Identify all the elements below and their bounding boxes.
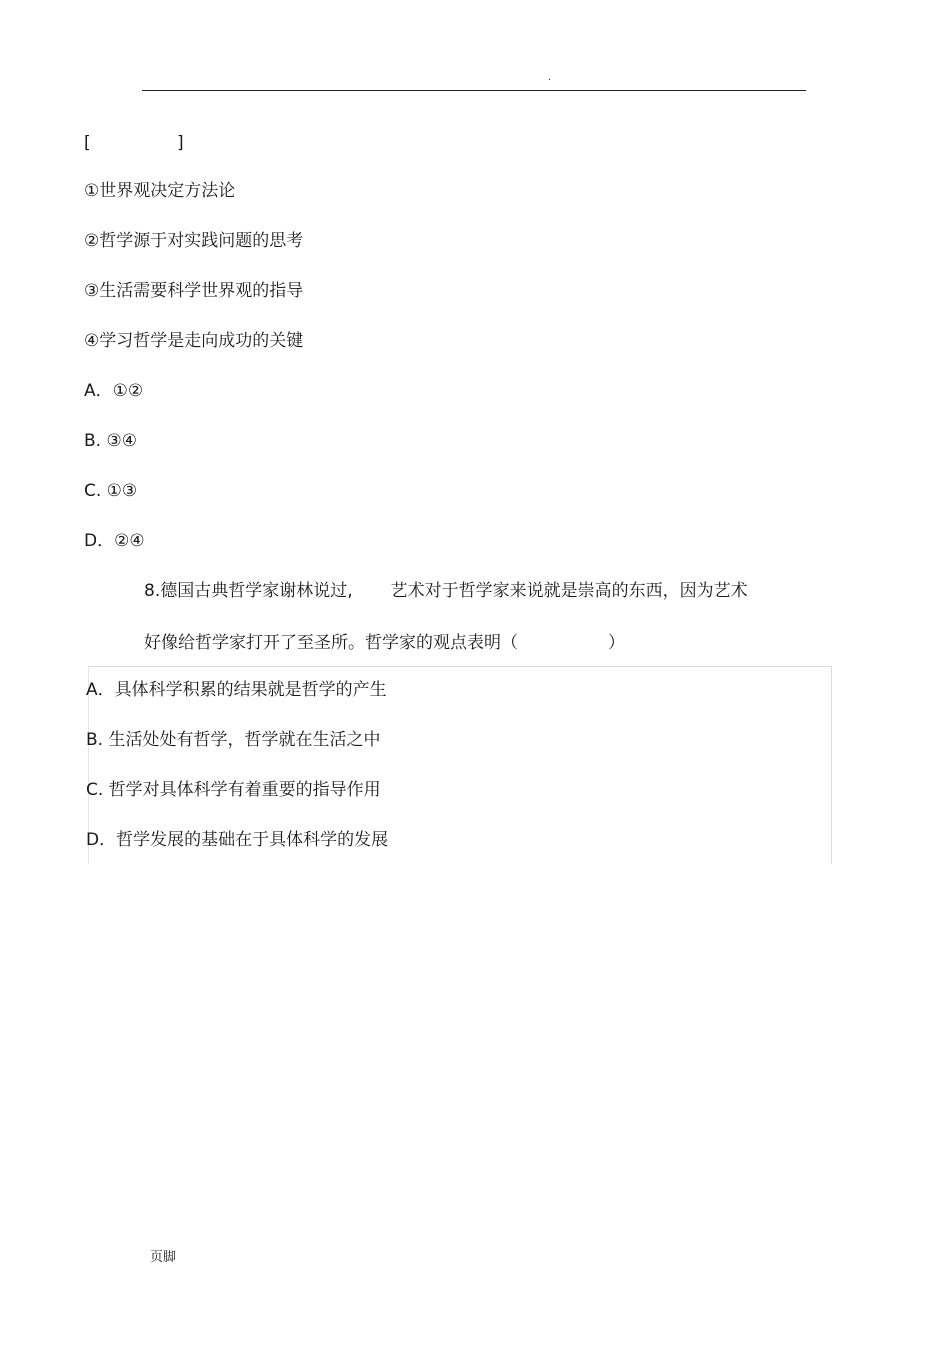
page-header-rule [142, 90, 806, 91]
q8-stem-close-paren: ） [608, 633, 625, 653]
statement-3: ③生活需要科学世界观的指导 [84, 281, 304, 301]
q7-option-d: D．②④ [84, 531, 145, 551]
statement-1: ①世界观决定方法论 [84, 181, 236, 201]
q7-option-c: C. ①③ [84, 481, 138, 501]
q8-option-d: D．哲学发展的基础在于具体科学的发展 [86, 830, 389, 850]
q8-option-b: B. 生活处处有哲学，哲学就在生活之中 [86, 730, 381, 750]
answer-bracket-close: ] [177, 133, 184, 153]
q8-stem-part-1: 8.德国古典哲学家谢林说过, [144, 581, 353, 601]
answer-bracket-open: [ [84, 133, 91, 153]
q8-stem-line-1 [144, 579, 748, 603]
q7-option-b: B. ③④ [84, 431, 137, 451]
q8-stem-line-2: 好像给哲学家打开了至圣所。哲学家的观点表明（ [144, 633, 518, 653]
q8-stem-part-2: 艺术对于哲学家来说就是崇高的东西，因为艺术 [390, 581, 748, 601]
q7-option-a: A．①② [84, 381, 144, 401]
statement-4: ④学习哲学是走向成功的关键 [84, 331, 304, 351]
page-header-dot: . [548, 72, 552, 83]
q8-option-a: A．具体科学积累的结果就是哲学的产生 [86, 680, 387, 700]
q8-option-c: C. 哲学对具体科学有着重要的指导作用 [86, 780, 381, 800]
statement-2: ②哲学源于对实践问题的思考 [84, 231, 304, 251]
page-footer: 页脚 [150, 1250, 177, 1265]
